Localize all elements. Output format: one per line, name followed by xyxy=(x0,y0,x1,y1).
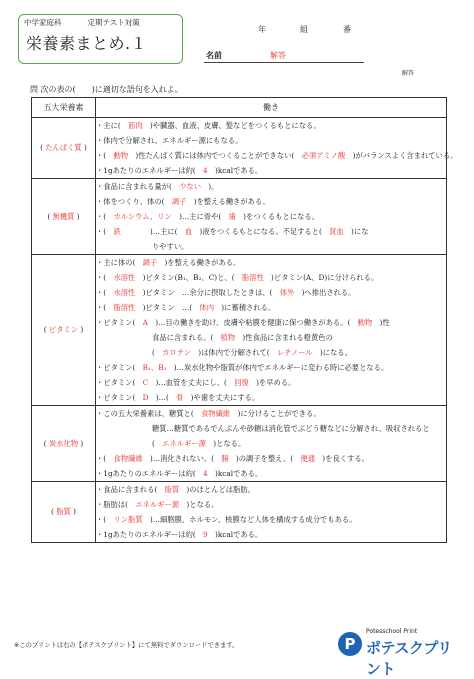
answer-text: B₁、B₂ xyxy=(142,363,167,372)
year-label: 年 xyxy=(258,25,266,34)
function-line xyxy=(96,406,446,421)
function-line xyxy=(96,300,446,315)
answer-text: 調子 xyxy=(142,258,158,267)
line-text: ・( xyxy=(96,273,114,282)
nutrient-table xyxy=(31,97,458,543)
answer-text: 少ない xyxy=(179,182,202,191)
line-text: )になる。 xyxy=(312,348,352,357)
line-text: ・( xyxy=(96,288,114,297)
line-text: ・( xyxy=(96,454,114,463)
course-label: 定期テスト対策 xyxy=(87,18,140,27)
function-line xyxy=(96,224,446,239)
line-text: ・( xyxy=(96,303,114,312)
answer-text: 体内 xyxy=(199,303,215,312)
answer-text: 食物繊維 xyxy=(113,454,143,463)
line-text: ・ビタミン( xyxy=(96,363,143,372)
line-text: )に蓄積される。 xyxy=(214,303,276,312)
line-text: ・1gあたりのエネルギーは約( xyxy=(96,530,204,539)
function-line xyxy=(96,285,446,300)
logo-p-icon: P xyxy=(338,632,362,656)
answer-text: 体外 xyxy=(279,288,295,297)
line-text: )にな xyxy=(343,227,369,236)
answer-text: C xyxy=(142,378,149,387)
line-text: )のほとんどは脂肪。 xyxy=(179,485,255,494)
name-label: 名前 xyxy=(206,51,222,60)
line-text: ・ビタミン( xyxy=(96,318,143,327)
logo-text: ポテスクプリント xyxy=(366,639,452,678)
line-text: 食品に含まれる。( xyxy=(152,333,221,342)
line-text: )ビタミン(A、D)に分けられる。 xyxy=(263,273,379,282)
table-body xyxy=(32,118,458,543)
function-cell xyxy=(96,255,447,406)
answer-text: エネルギー源 xyxy=(162,439,206,448)
function-line xyxy=(96,330,446,345)
line-text: ( xyxy=(152,439,163,448)
line-text: 糖質…糖質であるでんぷんや砂糖は消化管でぶどう糖などに分解され、吸収されると xyxy=(152,424,430,433)
table-row xyxy=(32,255,447,406)
function-cell xyxy=(96,406,447,482)
line-text: )…( xyxy=(148,393,177,402)
nutrient-cell: ( たんぱく質 ) xyxy=(32,118,96,179)
function-line xyxy=(96,148,458,163)
function-cell xyxy=(96,118,458,179)
name-underline xyxy=(204,62,364,63)
class-label: 組 xyxy=(300,25,308,34)
line-text: )の調子を整え、( xyxy=(228,454,301,463)
number-label: 番 xyxy=(343,25,351,34)
answer-text: 腸 xyxy=(221,454,229,463)
subject-label: 中学家庭科 xyxy=(24,18,62,27)
function-line xyxy=(96,315,446,330)
page-title: 栄養素まとめ.１ xyxy=(26,34,148,53)
line-text: ・主に体の( xyxy=(96,258,143,267)
answer-text: 4 xyxy=(203,166,208,175)
line-text: )を整える働きがある。 xyxy=(186,197,270,206)
answer-text: 調子 xyxy=(171,197,187,206)
table-row xyxy=(32,482,447,543)
header-function: 働き xyxy=(96,98,447,118)
line-text: )性 xyxy=(372,318,390,327)
line-text: )に分けることができる。 xyxy=(230,409,321,418)
answer-text: 便通 xyxy=(300,454,316,463)
function-cell xyxy=(96,482,447,543)
function-line xyxy=(96,375,446,390)
answer-text: 歯 xyxy=(228,212,236,221)
line-text: )…血管を丈夫にし、( xyxy=(148,378,235,387)
line-text: )性食品に含まれる橙黄色の xyxy=(235,333,333,342)
line-text: ・( xyxy=(96,515,114,524)
nutrient-name: ビタミン xyxy=(48,325,79,334)
nutrient-name: たんぱく質 xyxy=(45,143,82,152)
line-text: りやすい。 xyxy=(152,242,189,251)
answer-text: 貧血 xyxy=(329,227,344,236)
line-text: )となる。 xyxy=(179,500,219,509)
function-line xyxy=(96,194,446,209)
line-text: )性たんぱく質には体内でつくることができない( xyxy=(128,151,302,160)
table-header-row xyxy=(32,98,447,118)
line-text: )をつくるもとになる。 xyxy=(235,212,319,221)
line-text: )を良くする。 xyxy=(315,454,369,463)
answer-text: 血 xyxy=(184,227,193,236)
line-text: ・食品に含まれる量が( xyxy=(96,182,180,191)
line-text: ・1gあたりのエネルギーは約( xyxy=(96,166,204,175)
line-text: )液をつくるもとになる。不足すると( xyxy=(192,227,330,236)
potesuku-logo[interactable] xyxy=(336,628,462,678)
line-text: )kcalである。 xyxy=(207,530,263,539)
nutrient-cell: ( 無機質 ) xyxy=(32,179,96,255)
function-line xyxy=(96,421,446,436)
line-text: )…主に( xyxy=(120,227,185,236)
line-text: )。 xyxy=(201,182,219,191)
nutrient-cell: ( 脂質 ) xyxy=(32,482,96,543)
answer-text: 必須アミノ酸 xyxy=(301,151,346,160)
line-text: )ビタミン …余分に摂取したときは、( xyxy=(135,288,280,297)
answer-text: 4 xyxy=(203,469,208,478)
header-nutrient: 五大栄養素 xyxy=(32,98,96,118)
answer-text: 動物 xyxy=(113,151,129,160)
line-text: )…炭水化物や脂質が体内でエネルギーに変わる時に必要となる。 xyxy=(166,363,389,372)
line-text: )ビタミン(B₁、B₂、C)と、( xyxy=(135,273,242,282)
line-text: ・( xyxy=(96,212,114,221)
answer-text: カルシウム、リン xyxy=(113,212,172,221)
answer-text: 9 xyxy=(203,530,208,539)
line-text: )を整える働きがある。 xyxy=(157,258,241,267)
answer-text: 骨 xyxy=(176,393,184,402)
answer-text: カロテン xyxy=(162,348,191,357)
line-text: ・( xyxy=(96,151,114,160)
function-line xyxy=(96,527,446,542)
answer-text: 動物 xyxy=(357,318,373,327)
function-line xyxy=(96,179,446,194)
line-text: )や歯を丈夫にする。 xyxy=(183,393,260,402)
line-text: ・体内で分解され、エネルギー源にもなる。 xyxy=(96,136,243,145)
line-text: ・脂肪は( xyxy=(96,500,136,509)
line-text: )や臓器、血液、皮膚、髪などをつくるもとになる。 xyxy=(142,121,321,130)
function-line xyxy=(96,163,446,178)
line-text: ( xyxy=(152,348,163,357)
function-line xyxy=(96,390,446,405)
line-text: ・体をつくり、体の( xyxy=(96,197,172,206)
line-text: )…目の働きを助け、皮膚や粘膜を健康に保つ働きがある。( xyxy=(147,318,358,327)
function-line xyxy=(96,466,446,481)
function-line xyxy=(96,209,446,224)
answer-text: エネルギー源 xyxy=(135,500,180,509)
footer-note: ※このプリントは右の【ポテスクプリント】にて無料でダウンロードできます。 xyxy=(14,642,239,649)
line-text: )…細胞膜、ホルモン、核膜など人体を構成する成分でもある。 xyxy=(142,515,357,524)
question-text: 問 次の表の( )に適切な語句を入れよ。 xyxy=(30,85,183,94)
line-text: ・食品に含まれる( xyxy=(96,485,165,494)
answer-text: A xyxy=(142,318,148,327)
line-text: )となる。 xyxy=(205,439,246,448)
nutrient-name: 炭水化物 xyxy=(48,438,79,448)
function-line xyxy=(96,270,446,285)
line-text: )kcalである。 xyxy=(207,469,263,478)
function-line xyxy=(96,436,446,451)
answer-text: 水溶性 xyxy=(113,288,136,297)
function-line xyxy=(96,345,446,360)
function-line xyxy=(96,239,446,254)
line-text: ・ビタミン( xyxy=(96,378,143,387)
logo-subtitle: Potesschool Print xyxy=(366,628,418,635)
answer-text: 脂溶性 xyxy=(113,303,136,312)
line-text: )は体内で分解されて( xyxy=(190,348,277,357)
answer-text: 食物繊維 xyxy=(201,409,231,418)
answer-text: 水溶性 xyxy=(113,273,136,282)
function-line xyxy=(96,512,446,527)
line-text: )がバランスよく含まれている。 xyxy=(345,151,458,160)
function-line xyxy=(96,118,446,133)
name-value: 解答 xyxy=(270,51,286,60)
line-text: )…主に骨や( xyxy=(171,212,229,221)
line-text: )ビタミン …( xyxy=(135,303,200,312)
answer-text: リン脂質 xyxy=(113,515,143,524)
answer-text: レチノール xyxy=(276,348,313,357)
table-row xyxy=(32,118,447,179)
nutrient-name: 脂質 xyxy=(56,507,71,516)
function-line xyxy=(96,133,446,148)
answer-text: 植物 xyxy=(220,333,236,342)
line-text: ・この五大栄養素は、糖質と( xyxy=(96,409,202,418)
nutrient-cell: ( ビタミン ) xyxy=(32,255,96,406)
table-row xyxy=(32,406,447,482)
function-line xyxy=(96,451,446,466)
line-text: ・( xyxy=(96,227,114,236)
function-line xyxy=(96,482,446,497)
header-subject-line xyxy=(20,16,180,29)
line-text: )…消化されない。( xyxy=(142,454,222,463)
line-text: ・主に( xyxy=(96,121,129,130)
function-line xyxy=(96,255,446,270)
line-text: ・ビタミン( xyxy=(96,393,143,402)
answer-label: 解答 xyxy=(402,70,415,77)
table-row xyxy=(32,179,447,255)
answer-text: 脂溶性 xyxy=(241,273,264,282)
answer-text: D xyxy=(142,393,149,402)
line-text: )へ排出される。 xyxy=(294,288,356,297)
answer-text: 脂質 xyxy=(164,485,180,494)
answer-text: 筋肉 xyxy=(128,121,143,130)
function-line xyxy=(96,360,446,375)
function-cell xyxy=(96,179,447,255)
line-text: ・1gあたりのエネルギーは約( xyxy=(96,469,204,478)
function-line xyxy=(96,497,446,512)
nutrient-name: 無機質 xyxy=(52,211,75,221)
line-text: )を早める。 xyxy=(248,378,296,387)
answer-text: 回復 xyxy=(234,378,249,387)
line-text: )kcalである。 xyxy=(207,166,263,175)
answer-text: 鉄 xyxy=(113,227,121,236)
nutrient-cell: ( 炭水化物 ) xyxy=(32,406,96,482)
